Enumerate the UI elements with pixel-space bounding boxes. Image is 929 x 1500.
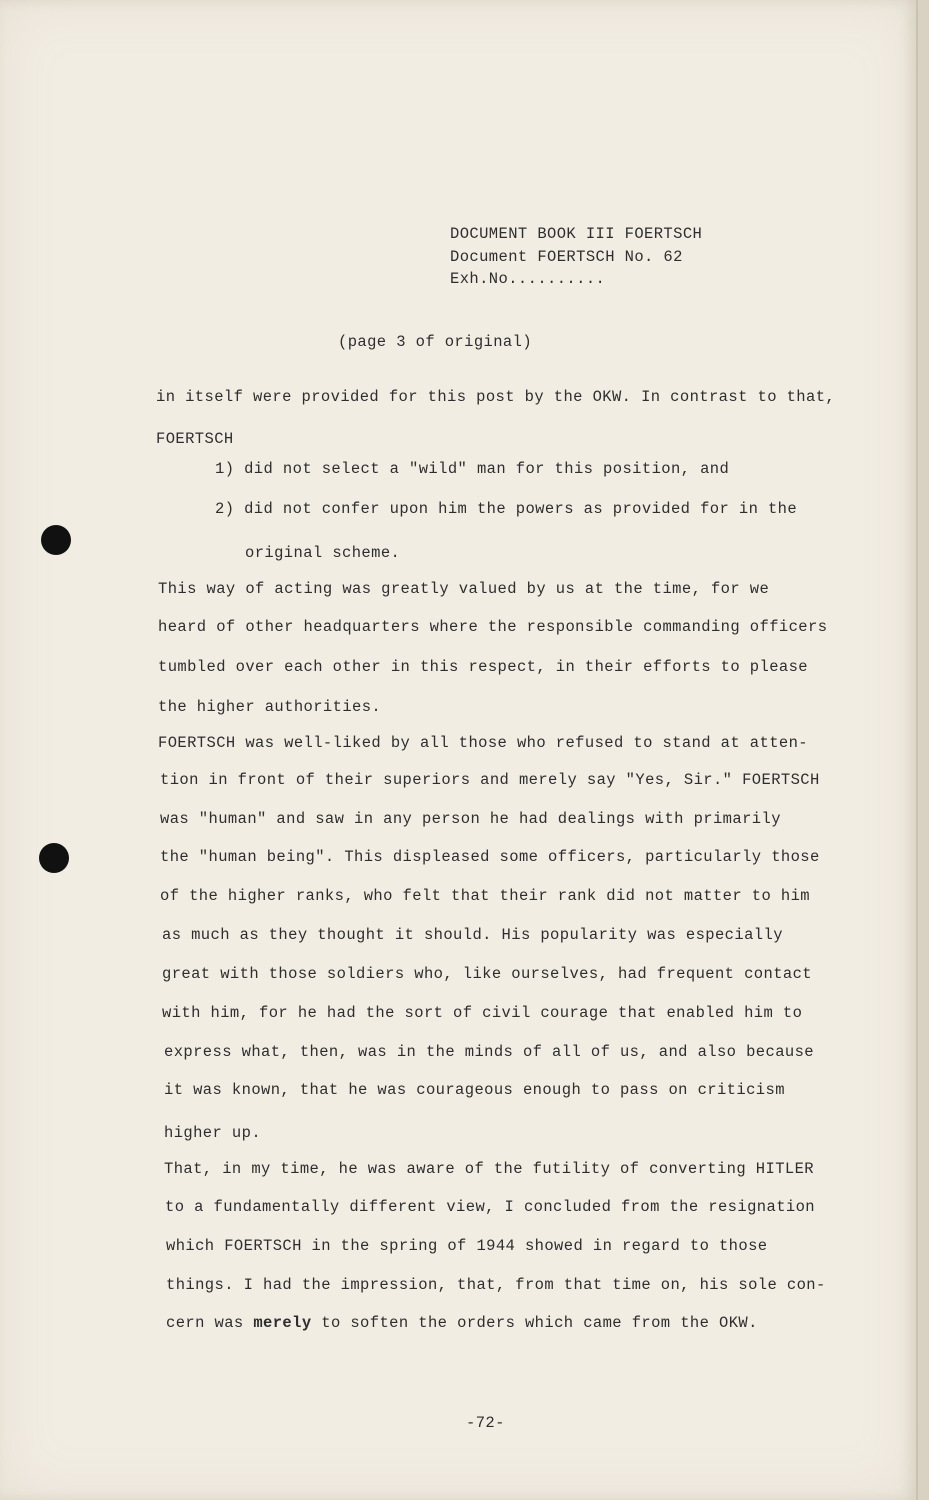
body-line: great with those soldiers who, like ourselves, had frequent contact <box>162 965 813 983</box>
body-line: to a fundamentally different view, I concluded from the resignation <box>165 1198 816 1216</box>
body-line: was "human" and saw in any person he had dealings with primarily <box>160 810 781 828</box>
body-line-last <box>166 1314 758 1332</box>
header-document: Document FOERTSCH No. 62 <box>450 248 683 266</box>
header-book: DOCUMENT BOOK III FOERTSCH <box>450 225 703 243</box>
body-line: higher up. <box>164 1124 262 1142</box>
body-line: the "human being". This displeased some officers, particularly those <box>160 848 820 866</box>
body-text: to soften the orders which came from the OKW. <box>321 1314 758 1332</box>
body-line: 2) did not confer upon him the powers as provided for in the <box>215 500 798 518</box>
body-line: in itself were provided for this post by the OKW. In contrast to that, <box>156 388 836 406</box>
punch-hole <box>41 525 71 555</box>
body-line: the higher authorities. <box>158 698 382 716</box>
body-line: tumbled over each other in this respect, in their efforts to please <box>158 658 809 676</box>
body-line: express what, then, was in the minds of all of us, and also because <box>164 1043 815 1061</box>
page-number: -72- <box>466 1414 505 1432</box>
body-line: things. I had the impression, that, from that time on, his sole con- <box>166 1276 826 1294</box>
body-line: heard of other headquarters where the responsible commanding officers <box>158 618 828 636</box>
body-line: original scheme. <box>245 544 401 562</box>
body-line: 1) did not select a "wild" man for this position, and <box>215 460 730 478</box>
body-line: tion in front of their superiors and merely say "Yes, Sir." FOERTSCH <box>160 771 820 789</box>
body-text: cern was <box>166 1314 244 1332</box>
punch-hole <box>39 843 69 873</box>
header-exhibit: Exh.No.......... <box>450 270 606 288</box>
body-line: as much as they thought it should. His popularity was especially <box>162 926 783 944</box>
page-note: (page 3 of original) <box>338 333 533 351</box>
body-line: That, in my time, he was aware of the futility of converting HITLER <box>164 1160 815 1178</box>
body-line: FOERTSCH <box>156 430 234 448</box>
body-line: This way of acting was greatly valued by us at the time, for we <box>158 580 770 598</box>
body-text-bold: merely <box>253 1314 312 1332</box>
body-line: it was known, that he was courageous enough to pass on criticism <box>164 1081 785 1099</box>
body-line: which FOERTSCH in the spring of 1944 showed in regard to those <box>166 1237 768 1255</box>
body-line: with him, for he had the sort of civil courage that enabled him to <box>162 1004 803 1022</box>
body-line: of the higher ranks, who felt that their rank did not matter to him <box>160 887 811 905</box>
body-line: FOERTSCH was well-liked by all those who refused to stand at atten- <box>158 734 809 752</box>
